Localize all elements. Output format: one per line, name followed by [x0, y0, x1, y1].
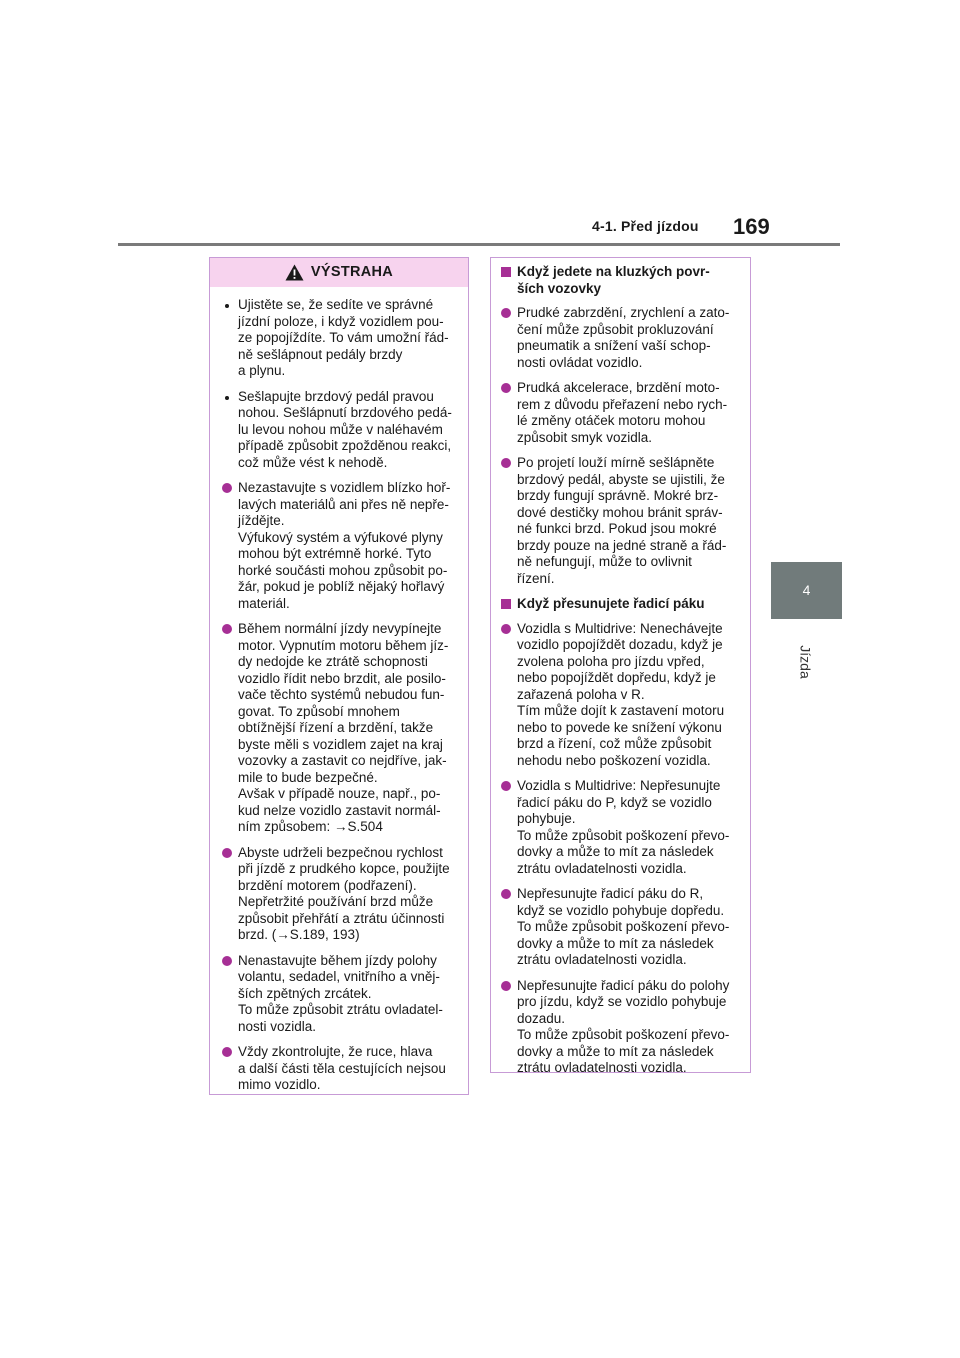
warning-header	[210, 258, 468, 287]
warning-triangle-icon	[285, 264, 304, 281]
bullet-square-icon	[501, 599, 511, 609]
info-item-6: Nepřesunujte řadicí páku do R, když se vozidlo pohybuje dopředu. To může způsobit poškození převo- dovky a může to mít za následek ztrátu ovladatelnosti vozidla.	[499, 886, 742, 969]
bullet-circle-icon	[501, 308, 511, 318]
info-item-3: Po projetí louží mírně sešlápněte brzdový pedál, abyste se ujistili, že brzdy fungují správně. Mokré brz- dové destičky mohou bránit správ- né funkci brzd. Pokud jsou mokré brzdy pouze na jedné straně a řád- ně nefungují, může to ovlivnit řízení.	[499, 455, 742, 587]
info-item-5: Vozidla s Multidrive: Nepřesunujte řadicí páku do P, když se vozidlo pohybuje. To může způsobit poškození převo- dovky a může to mít za následek ztrátu ovladatelnosti vozidla.	[499, 778, 742, 877]
bullet-circle-icon	[222, 483, 232, 493]
bullet-circle-icon	[501, 889, 511, 899]
bullet-circle-icon	[222, 848, 232, 858]
warning-item-4: Během normální jízdy nevypínejte motor. Vypnutím motoru během jíz- dy nedojde ke ztrátě schopnosti vozidlo řídit nebo brzdit, ale posilo- vače těchto systémů nebudou fun- govat. To způsobí mnohem obtížnější řízení a brzdění, takže byste měli s vozidlem zajet na kraj vozovky a zastavit co nejdříve, jak- mile to bude bezpečné. Avšak v případě nouze, např., po- kud nelze vozidlo zastavit normál- ním způsobem: →S.504	[220, 621, 458, 836]
bullet-circle-icon	[501, 781, 511, 791]
info-item-4: Vozidla s Multidrive: Nenechávejte vozidlo popojíždět dozadu, když je zvolena poloha pro jízdu vpřed, nebo popojíždět dopředu, když je zařazená poloha v R. Tím může dojít k zastavení motoru nebo to povede ke snížení výkonu brzd a řízení, což může způsobit nehodu nebo poškození vozidla.	[499, 621, 742, 770]
warning-item-6: Nenastavujte během jízdy polohy volantu, sedadel, vnitřního a vněj- ších zpětných zrcátek. To může způsobit ztrátu ovladatel- nosti vozidla.	[220, 953, 458, 1036]
bullet-circle-icon	[501, 458, 511, 468]
info-heading-shift-lever: Když přesunujete řadicí páku	[499, 596, 742, 613]
bullet-circle-icon	[222, 624, 232, 634]
chapter-tab[interactable]: 4	[771, 562, 842, 619]
warning-title: VÝSTRAHA	[310, 264, 394, 281]
info-item-2: Prudká akcelerace, brzdění moto- rem z důvodu přeřazení nebo rych- lé změny otáček motoru mohou způsobit smyk vozidla.	[499, 380, 742, 446]
warning-box	[209, 257, 469, 1095]
warning-item-5: Abyste udrželi bezpečnou rychlost při jízdě z prudkého kopce, použijte brzdění motorem (podřazení). Nepřetržité používání brzd může způsobit přehřátí a ztrátu účinnosti brzd. (→S.189, 193)	[220, 845, 458, 944]
bullet-circle-icon	[222, 1047, 232, 1057]
bullet-square-icon	[501, 267, 511, 277]
bullet-circle-icon	[501, 624, 511, 634]
warning-item-1: Ujistěte se, že sedíte ve správné jízdní poloze, i když vozidlem pou- ze popojíždíte. To vám umožní řád- ně sešlápnout pedály brzdy a plynu.	[220, 297, 458, 380]
bullet-circle-icon	[501, 383, 511, 393]
section-title: 4-1. Před jízdou	[592, 218, 699, 234]
bullet-circle-icon	[222, 956, 232, 966]
info-item-7: Nepřesunujte řadicí páku do polohy pro jízdu, když se vozidlo pohybuje dozadu. To může způsobit poškození převo- dovky a může to mít za následek ztrátu ovladatelnosti vozidla.	[499, 978, 742, 1077]
warning-item-7: Vždy zkontrolujte, že ruce, hlava a další části těla cestujících nejsou mimo vozidlo.	[220, 1044, 458, 1094]
warning-item-3: Nezastavujte s vozidlem blízko hoř- lavých materiálů ani přes ně nepře- jíždějte. Výfukový systém a výfukové plyny mohou být extrémně horké. Tyto horké součásti mohou způsobit po- žár, pokud je poblíž nějaký hořlavý materiál.	[220, 480, 458, 612]
page-number: 169	[733, 214, 770, 239]
warning-item-2: Sešlapujte brzdový pedál pravou nohou. Sešlápnutí brzdového pedá- lu levou nohou může v naléhavém případě způsobit zpožděnou reakci, což může vést k nehodě.	[220, 389, 458, 472]
header-rule	[118, 243, 840, 246]
bullet-dot-icon	[225, 396, 229, 400]
info-box	[490, 257, 751, 1073]
bullet-circle-icon	[501, 981, 511, 991]
info-item-1: Prudké zabrzdění, zrychlení a zato- čení může způsobit prokluzování pneumatik a snížení vaší schop- nosti ovládat vozidlo.	[499, 305, 742, 371]
bullet-dot-icon	[225, 304, 229, 308]
chapter-name: Jízda	[798, 645, 814, 679]
info-heading-slippery: Když jedete na kluzkých povr- ších vozovky	[499, 264, 742, 297]
